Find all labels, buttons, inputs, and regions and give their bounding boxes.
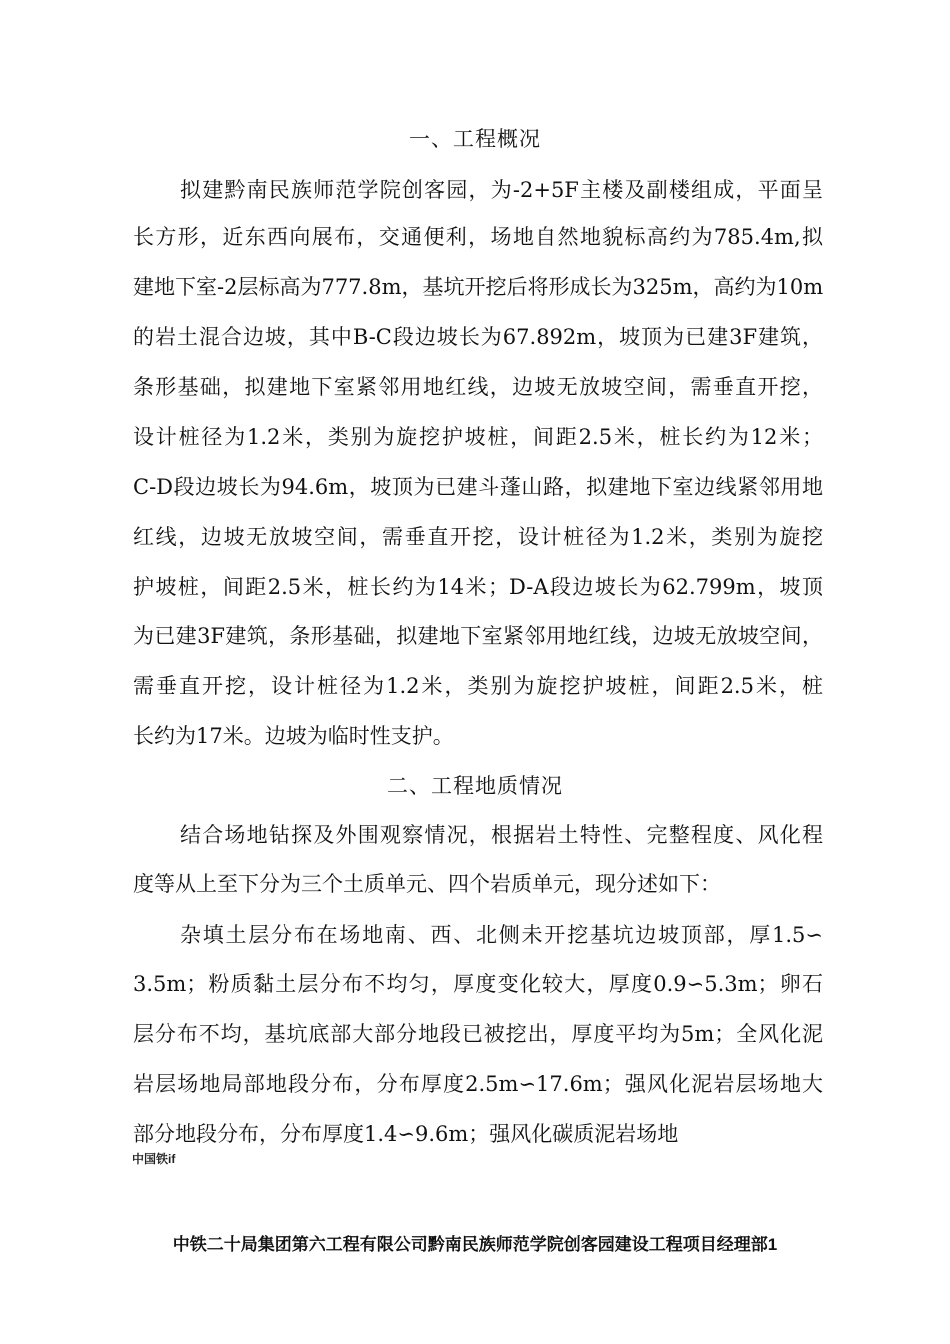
paragraph-line: 度等从上至下分为三个土质单元、四个岩质单元，现分述如下： bbox=[133, 872, 721, 896]
section-heading-overview: 一、工程概况 bbox=[409, 127, 541, 151]
paragraph-line: 的岩土混合边坡，其中B-C段边坡长为67.892m，坡顶为已建3F建筑， bbox=[133, 325, 823, 349]
paragraph-line: C-D段边坡长为94.6m，坡顶为已建斗蓬山路，拟建地下室边线紧邻用地 bbox=[133, 475, 823, 499]
paragraph-line: 建地下室-2层标高为777.8m，基坑开挖后将形成长为325m，高约为10m bbox=[133, 275, 823, 299]
paragraph-line: 护坡桩，间距2.5米，桩长约为14米；D-A段边坡长为62.799m，坡顶 bbox=[133, 575, 823, 599]
paragraph-line: 拟建黔南民族师范学院创客园，为-2+5F主楼及副楼组成，平面呈 bbox=[180, 178, 823, 202]
paragraph-line: 3.5m；粉质黏土层分布不均匀，厚度变化较大，厚度0.9∽5.3m；卵石 bbox=[133, 972, 823, 996]
paragraph-line: 条形基础，拟建地下室紧邻用地红线，边坡无放坡空间，需垂直开挖， bbox=[133, 375, 823, 399]
paragraph-line: 岩层场地局部地段分布，分布厚度2.5m∽17.6m；强风化泥岩层场地大 bbox=[133, 1072, 823, 1096]
paragraph-line: 长方形，近东西向展布，交通便利，场地自然地貌标高约为785.4m,拟 bbox=[133, 225, 823, 249]
paragraph-line: 需垂直开挖，设计桩径为1.2米，类别为旋挖护坡桩，间距2.5米，桩 bbox=[133, 674, 823, 698]
company-logo-text: 中国铁if bbox=[132, 1152, 176, 1166]
paragraph-line: 为已建3F建筑，条形基础，拟建地下室紧邻用地红线，边坡无放坡空间， bbox=[133, 624, 823, 648]
paragraph-line: 结合场地钻探及外围观察情况，根据岩土特性、完整程度、风化程 bbox=[180, 823, 823, 847]
paragraph-line: 部分地段分布，分布厚度1.4∽9.6m；强风化碳质泥岩场地 bbox=[133, 1122, 679, 1146]
paragraph-line: 杂填土层分布在场地南、西、北侧未开挖基坑边坡顶部，厚1.5∽ bbox=[180, 923, 823, 947]
paragraph-line: 红线，边坡无放坡空间，需垂直开挖，设计桩径为1.2米，类别为旋挖 bbox=[133, 525, 823, 549]
section-heading-geology: 二、工程地质情况 bbox=[387, 774, 563, 798]
paragraph-line: 长约为17米。边坡为临时性支护。 bbox=[133, 724, 454, 748]
paragraph-line: 层分布不均，基坑底部大部分地段已被挖出，厚度平均为5m；全风化泥 bbox=[133, 1022, 823, 1046]
paragraph-line: 设计桩径为1.2米，类别为旋挖护坡桩，间距2.5米，桩长约为12米； bbox=[133, 425, 823, 449]
page-footer: 中铁二十局集团第六工程有限公司黔南民族师范学院创客园建设工程项目经理部1 bbox=[172, 1235, 778, 1254]
